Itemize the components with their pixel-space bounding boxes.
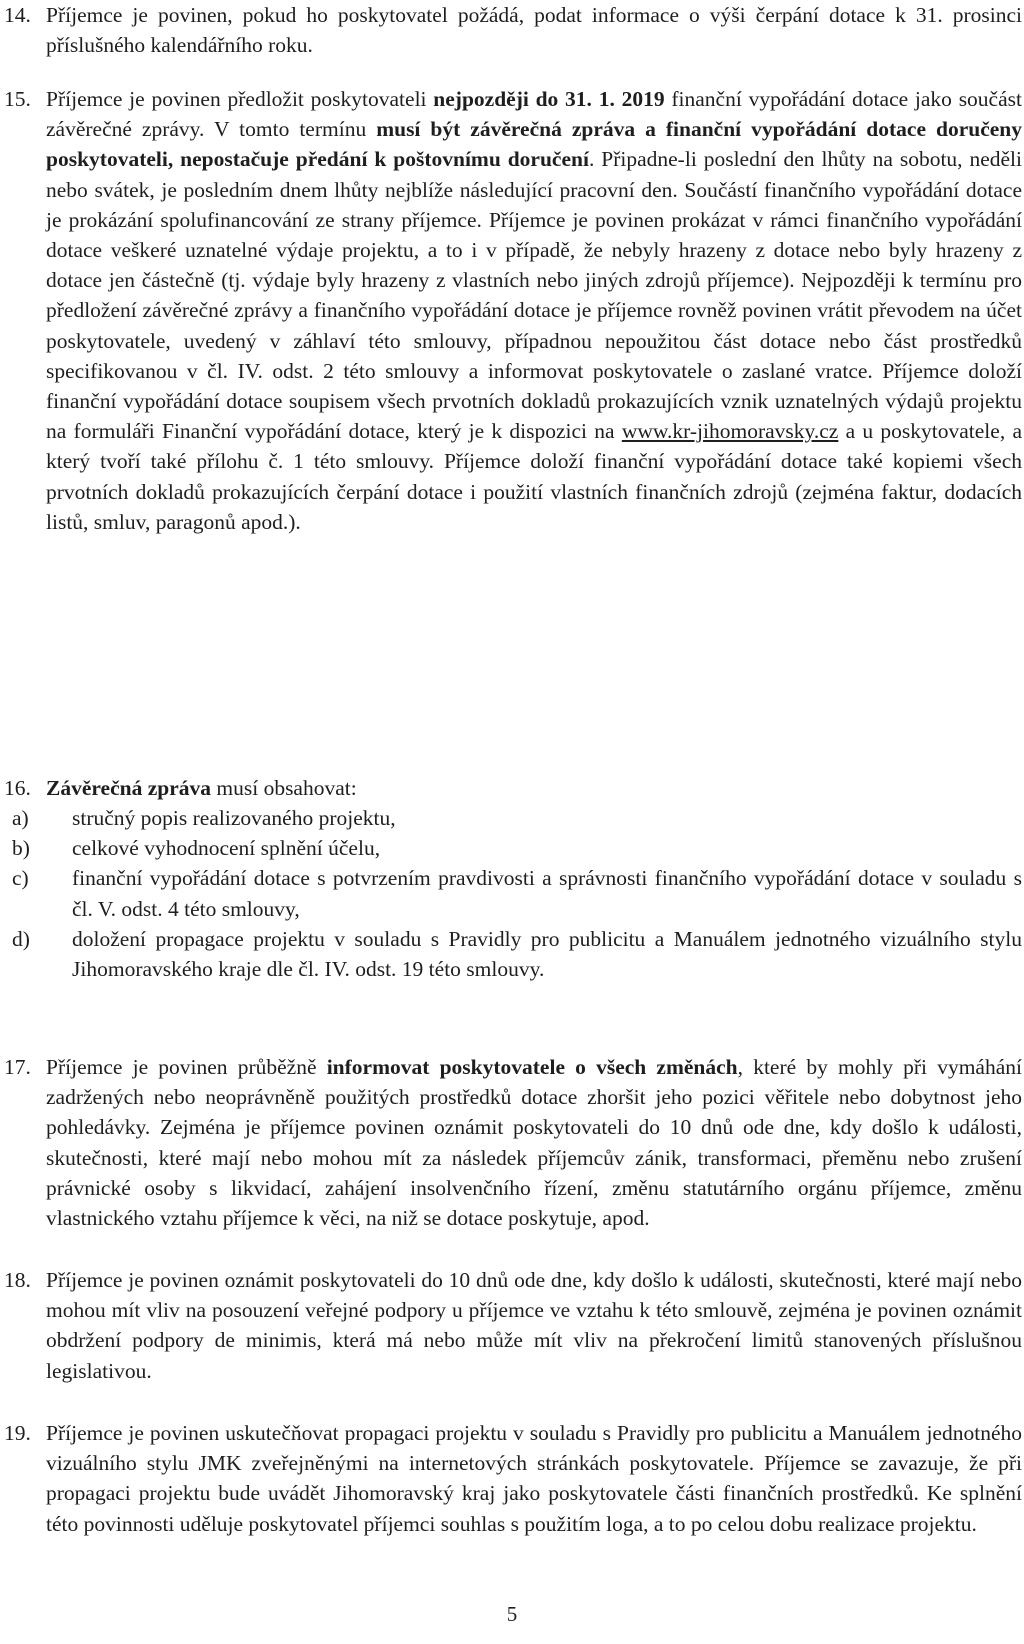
list-marker: c): [12, 866, 29, 891]
paragraph-15: [4, 84, 1022, 537]
list-marker: a): [12, 806, 29, 830]
paragraph-16: [4, 773, 1022, 803]
paragraph-text: Příjemce je povinen uskutečňovat propagaci projektu v souladu s Pravidly pro publicitu a Manuálem jednotného vizuálního stylu JMK zveřejněnými na internetových stránkách poskytovatele. Příjemce se zavazuje, že při propagaci projektu bude uvádět Jihomoravský kraj jako poskytovatele části finančních prostředků. Ke splnění této povinnosti uděluje poskytovatel příjemci souhlas s použitím loga, a to po celou dobu realizace projektu.: [46, 1421, 1022, 1536]
paragraph-18: [4, 1265, 1022, 1386]
paragraph-text: [46, 1052, 1022, 1233]
paragraph-text: [46, 773, 1022, 803]
text-run: , které by mohly při vymáhání zadržených nebo neoprávněně použitých prostředků dotace zhoršit jeho pozici věřitele nebo dobytnost jeho pohledávky. Zejména je příjemce povinen oznámit poskytovateli do 10 dnů ode dne, kdy došlo k události, skutečnosti, které mají nebo mohou mít za následek příjemcův zánik, transformaci, přeměnu nebo zrušení právnické osoby s likvidací, zahájení insolvenčního řízení, změnu statutárního orgánu příjemce, změnu vlastnického vztahu příjemce k věci, na niž se dotace poskytuje, apod.: [46, 1055, 1022, 1231]
list-marker: d): [12, 926, 30, 951]
paragraph-number: 14.: [4, 3, 31, 27]
text-run: Příjemce je povinen předložit poskytovateli: [46, 87, 434, 111]
list-item-text: finanční vypořádání dotace s potvrzením pravdivosti a správnosti finančního vypořádání dotace v souladu s čl. V. odst. 4 této smlouvy,: [72, 866, 1022, 921]
list-item-text: celkové vyhodnocení splnění účelu,: [72, 836, 381, 861]
list-item: [4, 863, 1022, 923]
paragraph-number: 17.: [4, 1055, 31, 1079]
paragraph-number: 18.: [4, 1268, 31, 1292]
paragraph-number: 19.: [4, 1421, 31, 1445]
list-item-text: stručný popis realizovaného projektu,: [72, 806, 396, 830]
list-item: [4, 803, 1022, 833]
list-marker: b): [12, 836, 30, 861]
list-item-text: doložení propagace projektu v souladu s Pravidly pro publicitu a Manuálem jednotného vizuálního stylu Jihomoravského kraje dle čl. IV. odst. 19 této smlouvy.: [72, 926, 1022, 982]
text-run: finanční vypořádání dotace jako součást závěrečné zprávy. V tomto termínu: [46, 87, 1022, 142]
list-item: [4, 924, 1022, 984]
paragraph-19: [4, 1418, 1022, 1539]
final-report-requirements-list: [4, 803, 1022, 984]
website-link[interactable]: www.kr-jihomoravsky.cz: [621, 419, 839, 444]
text-run: Příjemce je povinen průběžně: [46, 1055, 327, 1079]
page-number: 5: [506, 1602, 518, 1626]
paragraph-text: Příjemce je povinen oznámit poskytovateli do 10 dnů ode dne, kdy došlo k události, skutečnosti, které mají nebo mohou mít vliv na posouzení veřejné podpory u příjemce ve vztahu k této smlouvě, zejména je povinen oznámit obdržení podpory de minimis, která má nebo může mít vliv na překročení limitů stanovených příslušnou legislativou.: [46, 1268, 1022, 1383]
final-report-emphasis: Závěrečná zpráva: [46, 776, 211, 800]
inform-changes-emphasis: informovat poskytovatele o všech změnách: [326, 1055, 738, 1079]
paragraph-14: [4, 0, 1022, 60]
text-run: a u poskytovatele, a který tvoří také přílohu č. 1 této smlouvy. Příjemce doloží finanční vypořádání dotace také kopiemi všech prvotních dokladů prokazujících čerpání dotace i použití vlastních finančních zdrojů (zejména faktur, dodacích listů, smluv, paragonů apod.).: [46, 419, 1022, 534]
paragraph-text: [46, 84, 1022, 537]
paragraph-17: [4, 1052, 1022, 1233]
list-item: [4, 833, 1022, 863]
paragraph-text: Příjemce je povinen, pokud ho poskytovatel požádá, podat informace o výši čerpání dotace k 31. prosinci příslušného kalendářního roku.: [46, 3, 1022, 58]
text-run: musí obsahovat:: [211, 776, 357, 800]
paragraph-number: 16.: [4, 776, 31, 800]
text-run: . Připadne-li poslední den lhůty na sobotu, neděli nebo svátek, je posledním dnem lhůty nejblíže následující pracovní den. Součástí finančního vypořádání dotace je prokázání spolufinancování ze strany příjemce. Příjemce je povinen prokázat v rámci finančního vypořádání dotace veškeré uznatelné výdaje projektu, a to i v případě, že nebyly hrazeny z dotace nebo byly hrazeny z dotace jen částečně (tj. výdaje byly hrazeny z vlastních nebo jiných zdrojů příjemce). Nejpozději k termínu pro předložení závěrečné zprávy a finančního vypořádání dotace je příjemce rovněž povinen vrátit převodem na účet poskytovatele, uvedený v záhlaví této smlouvy, případnou nepoužitou část dotace nebo část prostředků specifikovanou v čl. IV. odst. 2 této smlouvy a informovat poskytovatele o zaslané vratce. Příjemce doloží finanční vypořádání dotace soupisem všech prvotních dokladů prokazujících vznik uznatelných výdajů projektu na formuláři Finanční vypořádání dotace, který je k dispozici na: [46, 147, 1023, 444]
paragraph-number: 15.: [4, 87, 31, 111]
deadline-emphasis: nejpozději do 31. 1. 2019: [433, 87, 665, 111]
delivery-emphasis: musí být závěrečná zpráva a finanční vypořádání dotace doručeny poskytovateli, nepostačuje předání k poštovnímu doručení: [46, 117, 1022, 172]
